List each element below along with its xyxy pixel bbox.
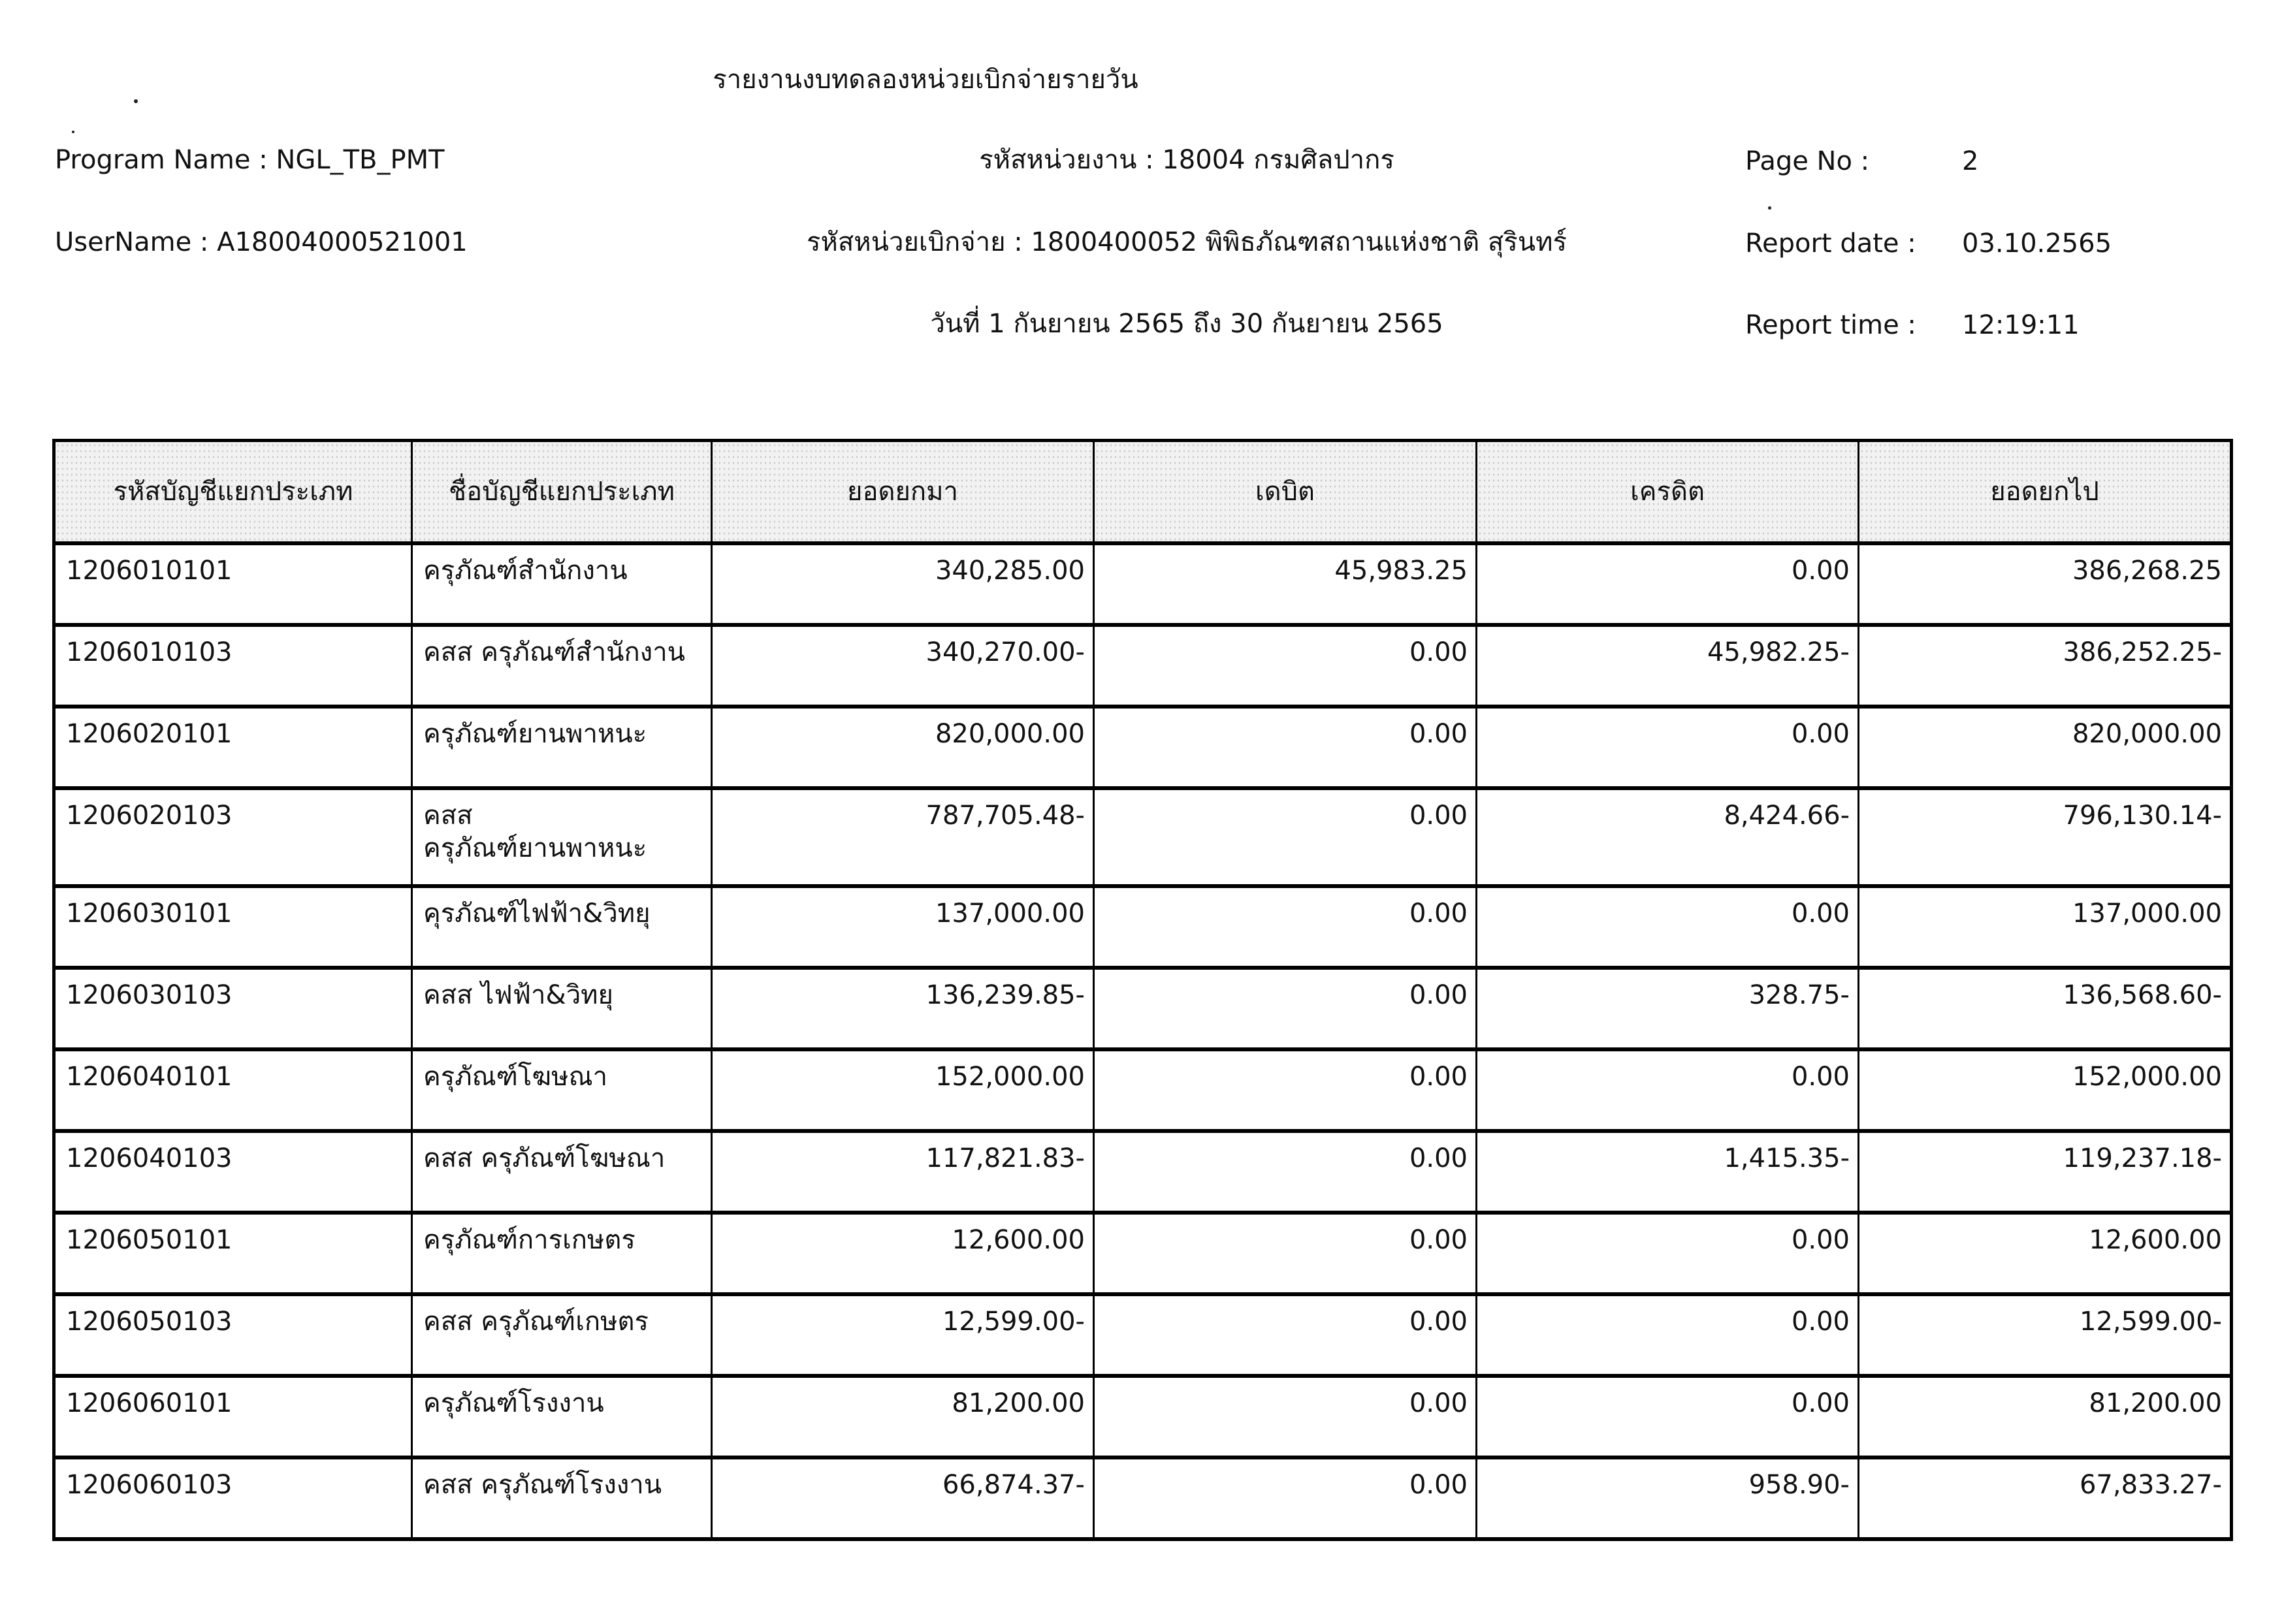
account-name: คสส ครุภัณฑ์โฆษณา bbox=[412, 1131, 712, 1213]
debit: 0.00 bbox=[1094, 1213, 1477, 1294]
carried-forward: 386,252.25- bbox=[1859, 625, 2232, 707]
debit: 0.00 bbox=[1094, 1049, 1477, 1131]
debit: 45,983.25 bbox=[1094, 543, 1477, 625]
program-name: Program Name : NGL_TB_PMT bbox=[55, 145, 445, 175]
account-code: 1206060103 bbox=[54, 1457, 412, 1539]
credit: 0.00 bbox=[1477, 543, 1859, 625]
account-name: ครุภัณฑ์การเกษตร bbox=[412, 1213, 712, 1294]
carried-forward: 81,200.00 bbox=[1859, 1376, 2232, 1457]
debit: 0.00 bbox=[1094, 1131, 1477, 1213]
debit: 0.00 bbox=[1094, 886, 1477, 968]
carried-forward: 67,833.27- bbox=[1859, 1457, 2232, 1539]
account-name bbox=[412, 788, 712, 886]
credit: 45,982.25- bbox=[1477, 625, 1859, 707]
brought-forward: 12,599.00- bbox=[712, 1294, 1094, 1376]
account-code: 1206050101 bbox=[54, 1213, 412, 1294]
report-date-value: 03.10.2565 bbox=[1962, 229, 2112, 259]
table-row bbox=[54, 1457, 2232, 1539]
scan-speck bbox=[72, 131, 74, 133]
account-name-line1: คสส bbox=[423, 801, 473, 831]
page-no-label: Page No : bbox=[1745, 146, 1870, 176]
scan-speck bbox=[134, 99, 138, 103]
account-code: 1206030103 bbox=[54, 968, 412, 1049]
debit: 0.00 bbox=[1094, 788, 1477, 886]
credit: 328.75- bbox=[1477, 968, 1859, 1049]
credit: 0.00 bbox=[1477, 1049, 1859, 1131]
col-header-debit: เดบิต bbox=[1094, 441, 1477, 544]
scan-speck bbox=[1768, 206, 1771, 210]
credit: 0.00 bbox=[1477, 1213, 1859, 1294]
report-title: รายงานงบทดลองหน่วยเบิกจ่ายรายวัน bbox=[713, 65, 1138, 95]
table-row bbox=[54, 1213, 2232, 1294]
brought-forward: 152,000.00 bbox=[712, 1049, 1094, 1131]
report-date-label: Report date : bbox=[1745, 229, 1916, 259]
credit: 0.00 bbox=[1477, 1294, 1859, 1376]
account-code: 1206010103 bbox=[54, 625, 412, 707]
account-name: ครุภัณฑ์สำนักงาน bbox=[412, 543, 712, 625]
debit: 0.00 bbox=[1094, 1457, 1477, 1539]
table-header-row bbox=[54, 441, 2232, 544]
credit: 0.00 bbox=[1477, 707, 1859, 788]
carried-forward: 12,599.00- bbox=[1859, 1294, 2232, 1376]
carried-forward: 152,000.00 bbox=[1859, 1049, 2232, 1131]
debit: 0.00 bbox=[1094, 625, 1477, 707]
disbursing-unit: รหัสหน่วยเบิกจ่าย : 1800400052 พิพิธภัณฑสถานแห่งชาติ สุรินทร์ bbox=[807, 227, 1567, 257]
account-code: 1206020103 bbox=[54, 788, 412, 886]
table-row bbox=[54, 543, 2232, 625]
col-header-carried-forward: ยอดยกไป bbox=[1859, 441, 2232, 544]
carried-forward: 136,568.60- bbox=[1859, 968, 2232, 1049]
col-header-credit: เครดิต bbox=[1477, 441, 1859, 544]
table-row bbox=[54, 1131, 2232, 1213]
carried-forward: 119,237.18- bbox=[1859, 1131, 2232, 1213]
page-no-value: 2 bbox=[1962, 146, 1979, 176]
agency-code: รหัสหน่วยงาน : 18004 กรมศิลปากร bbox=[979, 145, 1394, 175]
report-time-value: 12:19:11 bbox=[1962, 310, 2080, 340]
brought-forward: 787,705.48- bbox=[712, 788, 1094, 886]
account-name: คสส ครุภัณฑ์เกษตร bbox=[412, 1294, 712, 1376]
carried-forward: 820,000.00 bbox=[1859, 707, 2232, 788]
account-code: 1206050103 bbox=[54, 1294, 412, 1376]
brought-forward: 340,285.00 bbox=[712, 543, 1094, 625]
account-code: 1206030101 bbox=[54, 886, 412, 968]
table-row bbox=[54, 968, 2232, 1049]
report-time-label: Report time : bbox=[1745, 310, 1916, 340]
brought-forward: 340,270.00- bbox=[712, 625, 1094, 707]
account-code: 1206040103 bbox=[54, 1131, 412, 1213]
credit: 1,415.35- bbox=[1477, 1131, 1859, 1213]
carried-forward: 12,600.00 bbox=[1859, 1213, 2232, 1294]
account-code: 1206010101 bbox=[54, 543, 412, 625]
trial-balance-table bbox=[52, 439, 2233, 1541]
account-code: 1206020101 bbox=[54, 707, 412, 788]
account-code: 1206040101 bbox=[54, 1049, 412, 1131]
brought-forward: 820,000.00 bbox=[712, 707, 1094, 788]
credit: 0.00 bbox=[1477, 1376, 1859, 1457]
col-header-brought-forward: ยอดยกมา bbox=[712, 441, 1094, 544]
brought-forward: 137,000.00 bbox=[712, 886, 1094, 968]
brought-forward: 12,600.00 bbox=[712, 1213, 1094, 1294]
carried-forward: 796,130.14- bbox=[1859, 788, 2232, 886]
credit: 8,424.66- bbox=[1477, 788, 1859, 886]
table-row bbox=[54, 625, 2232, 707]
carried-forward: 386,268.25 bbox=[1859, 543, 2232, 625]
account-name: คุรภัณฑ์ไฟฟ้า&วิทยุ bbox=[412, 886, 712, 968]
credit: 958.90- bbox=[1477, 1457, 1859, 1539]
credit: 0.00 bbox=[1477, 886, 1859, 968]
account-name: ครุภัณฑ์โฆษณา bbox=[412, 1049, 712, 1131]
username: UserName : A18004000521001 bbox=[55, 227, 468, 257]
account-name: คสส ครุภัณฑ์โรงงาน bbox=[412, 1457, 712, 1539]
account-name: คสส ครุภัณฑ์สำนักงาน bbox=[412, 625, 712, 707]
account-code: 1206060101 bbox=[54, 1376, 412, 1457]
account-name: คสส ไฟฟ้า&วิทยุ bbox=[412, 968, 712, 1049]
table-row bbox=[54, 788, 2232, 886]
brought-forward: 66,874.37- bbox=[712, 1457, 1094, 1539]
table-row bbox=[54, 707, 2232, 788]
debit: 0.00 bbox=[1094, 707, 1477, 788]
account-name: ครุภัณฑ์โรงงาน bbox=[412, 1376, 712, 1457]
table-row bbox=[54, 1376, 2232, 1457]
debit: 0.00 bbox=[1094, 1376, 1477, 1457]
col-header-account-name: ชื่อบัญชีแยกประเภท bbox=[412, 441, 712, 544]
date-range: วันที่ 1 กันยายน 2565 ถึง 30 กันยายน 2565 bbox=[930, 309, 1443, 339]
table-row bbox=[54, 1294, 2232, 1376]
account-name-line2: ครุภัณฑ์ยานพาหนะ bbox=[423, 833, 647, 863]
table-row bbox=[54, 1049, 2232, 1131]
brought-forward: 117,821.83- bbox=[712, 1131, 1094, 1213]
brought-forward: 136,239.85- bbox=[712, 968, 1094, 1049]
account-name: ครุภัณฑ์ยานพาหนะ bbox=[412, 707, 712, 788]
debit: 0.00 bbox=[1094, 1294, 1477, 1376]
carried-forward: 137,000.00 bbox=[1859, 886, 2232, 968]
col-header-account-code: รหัสบัญชีแยกประเภท bbox=[54, 441, 412, 544]
brought-forward: 81,200.00 bbox=[712, 1376, 1094, 1457]
table-row bbox=[54, 886, 2232, 968]
debit: 0.00 bbox=[1094, 968, 1477, 1049]
